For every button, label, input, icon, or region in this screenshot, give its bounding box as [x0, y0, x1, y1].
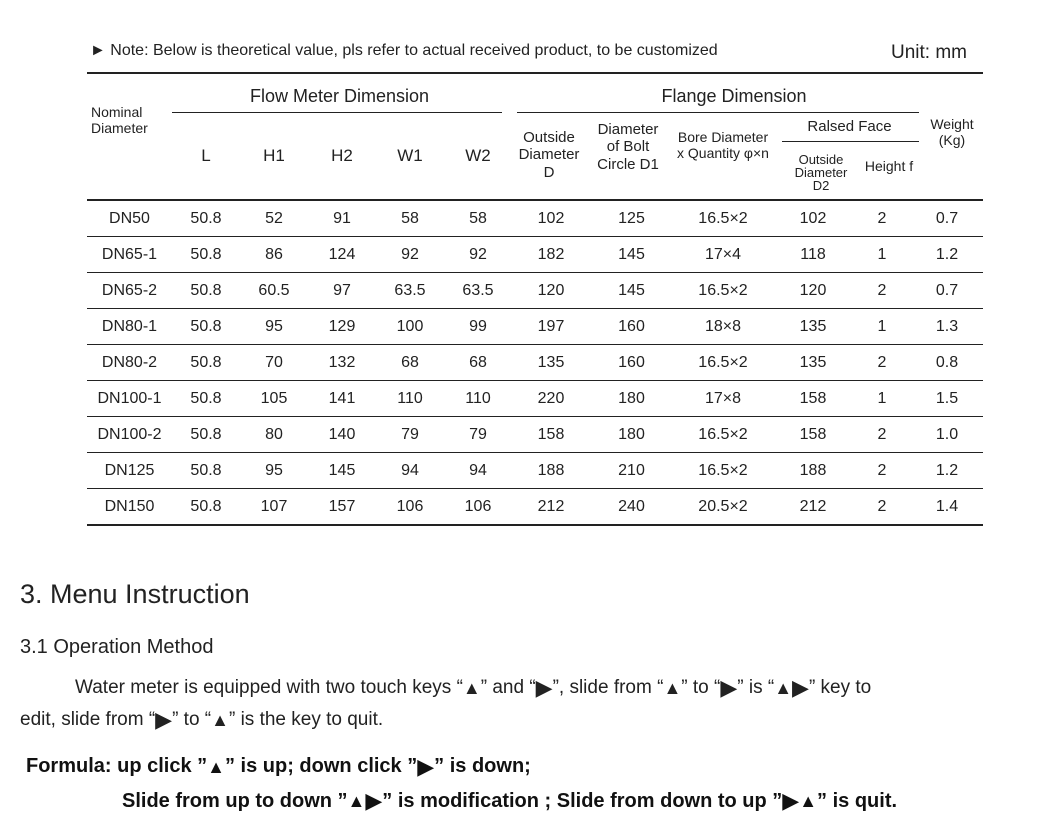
table-cell: 135 — [512, 345, 590, 381]
table-cell: 16.5×2 — [673, 345, 773, 381]
table-cell: 197 — [512, 309, 590, 345]
table-cell: 110 — [376, 381, 444, 417]
table-cell: 106 — [444, 489, 512, 526]
table-cell: 94 — [444, 453, 512, 489]
raised-face-underline — [782, 141, 919, 142]
table-cell: 50.8 — [172, 309, 240, 345]
table-row — [87, 309, 983, 345]
table-cell: 145 — [590, 273, 673, 309]
right-triangle-icon: ▶ — [417, 753, 435, 779]
para-text: ” to “ — [172, 709, 212, 731]
table-cell: DN100-1 — [87, 381, 172, 417]
table-cell: 118 — [773, 237, 853, 273]
table-row — [87, 201, 983, 237]
table-cell: 212 — [512, 489, 590, 526]
table-row — [87, 417, 983, 453]
table-cell: 1.0 — [911, 417, 983, 453]
table-cell: 70 — [240, 345, 308, 381]
formula-block — [26, 749, 897, 818]
header-H2: H2 — [331, 146, 353, 165]
table-cell: DN80-2 — [87, 345, 172, 381]
table-cell: 97 — [308, 273, 376, 309]
table-cell: 180 — [590, 381, 673, 417]
formula-text: Slide from up to down ” — [122, 789, 348, 812]
right-triangle-icon: ▶ — [720, 675, 738, 700]
table-cell: 1.5 — [911, 381, 983, 417]
table-cell: 52 — [240, 201, 308, 237]
header-W1: W1 — [397, 146, 423, 165]
table-cell: 91 — [308, 201, 376, 237]
table-cell: 80 — [240, 417, 308, 453]
table-cell: 50.8 — [172, 201, 240, 237]
para-text: Water meter is equipped with two touch keys “ — [75, 677, 463, 699]
table-cell: 124 — [308, 237, 376, 273]
para-text: ”, slide from “ — [552, 677, 664, 699]
table-row — [87, 381, 983, 417]
table-cell: DN125 — [87, 453, 172, 489]
note-text: ► Note: Below is theoretical value, pls refer to actual received product, to be customized — [90, 42, 718, 59]
dimension-table-body — [87, 201, 983, 526]
table-cell: DN65-1 — [87, 237, 172, 273]
table-cell: 220 — [512, 381, 590, 417]
flange-underline — [517, 112, 919, 113]
up-triangle-icon: ▲ — [347, 791, 366, 812]
formula-text: ” is quit. — [817, 789, 898, 812]
table-cell: 92 — [444, 237, 512, 273]
table-cell: 1.2 — [911, 453, 983, 489]
table-cell: 102 — [773, 201, 853, 237]
table-cell: 158 — [512, 417, 590, 453]
table-cell: 20.5×2 — [673, 489, 773, 526]
table-cell: 182 — [512, 237, 590, 273]
formula-text: ” is up; down click ” — [224, 755, 418, 777]
para-text: ” key to — [808, 677, 872, 699]
table-cell: 212 — [773, 489, 853, 526]
table-cell: 100 — [376, 309, 444, 345]
header-weight: Weight (Kg) — [930, 116, 974, 149]
table-cell: 1 — [853, 237, 911, 273]
table-cell: 16.5×2 — [673, 273, 773, 309]
table-cell: 135 — [773, 309, 853, 345]
table-cell: DN80-1 — [87, 309, 172, 345]
up-triangle-icon: ▲ — [774, 678, 793, 698]
para-text: ” and “ — [480, 677, 536, 699]
table-cell: 50.8 — [172, 417, 240, 453]
table-cell: 1.4 — [911, 489, 983, 526]
up-triangle-icon: ▲ — [211, 710, 229, 731]
table-cell: 140 — [308, 417, 376, 453]
table-cell: 188 — [773, 453, 853, 489]
table-row — [87, 345, 983, 381]
table-cell: 102 — [512, 201, 590, 237]
table-cell: 1 — [853, 381, 911, 417]
table-cell: 180 — [590, 417, 673, 453]
formula-text: ” is modification ; Slide from down to up ” — [382, 789, 783, 812]
table-cell: 68 — [376, 345, 444, 381]
table-row — [87, 237, 983, 273]
table-cell: 79 — [376, 417, 444, 453]
table-cell: DN65-2 — [87, 273, 172, 309]
table-cell: 95 — [240, 453, 308, 489]
dimension-table — [87, 72, 983, 526]
table-cell: 1 — [853, 309, 911, 345]
unit-label: Unit: mm — [891, 42, 967, 63]
header-flange-dimension: Flange Dimension — [661, 86, 807, 106]
table-cell: 68 — [444, 345, 512, 381]
up-triangle-icon: ▲ — [207, 756, 225, 777]
table-cell: 157 — [308, 489, 376, 526]
up-triangle-icon: ▲ — [462, 678, 481, 698]
right-triangle-icon: ▶ — [365, 788, 383, 814]
table-cell: 0.8 — [911, 345, 983, 381]
table-cell: 92 — [376, 237, 444, 273]
header-bolt-circle: Diameter of Bolt Circle D1 — [597, 121, 659, 173]
table-cell: 16.5×2 — [673, 417, 773, 453]
header-raised-face: Ralsed Face — [807, 118, 892, 135]
table-cell: 63.5 — [376, 273, 444, 309]
formula-text: ” is down; — [434, 755, 531, 777]
para-text: edit, slide from “ — [20, 709, 156, 731]
table-cell: 50.8 — [172, 237, 240, 273]
table-cell: 2 — [853, 453, 911, 489]
formula-text: Formula: up click ” — [26, 755, 208, 777]
header-flow-meter-dimension: Flow Meter Dimension — [249, 86, 430, 106]
table-cell: 50.8 — [172, 345, 240, 381]
right-triangle-icon: ▶ — [155, 707, 173, 733]
header-W2: W2 — [465, 146, 491, 165]
table-row — [87, 273, 983, 309]
table-cell: 95 — [240, 309, 308, 345]
header-nominal-diameter: Nominal Diameter — [91, 104, 148, 137]
table-cell: DN150 — [87, 489, 172, 526]
table-cell: 210 — [590, 453, 673, 489]
table-cell: 120 — [512, 273, 590, 309]
header-bore-quantity: Bore Diameter x Quantity φ×n — [677, 129, 769, 162]
table-cell: 2 — [853, 417, 911, 453]
para-text: ” to “ — [681, 677, 721, 699]
table-cell: DN50 — [87, 201, 172, 237]
table-cell: 2 — [853, 489, 911, 526]
header-height: Height f — [864, 158, 914, 174]
table-cell: 188 — [512, 453, 590, 489]
table-cell: 120 — [773, 273, 853, 309]
table-cell: 160 — [590, 345, 673, 381]
table-cell: 135 — [773, 345, 853, 381]
table-cell: 107 — [240, 489, 308, 526]
subsection-title: 3.1 Operation Method — [20, 636, 214, 658]
table-cell: 110 — [444, 381, 512, 417]
table-cell: 18×8 — [673, 309, 773, 345]
table-cell: 2 — [853, 201, 911, 237]
table-cell: 158 — [773, 381, 853, 417]
table-cell: 50.8 — [172, 489, 240, 526]
para-text: ” is the key to quit. — [228, 709, 384, 731]
table-cell: 125 — [590, 201, 673, 237]
table-cell: 240 — [590, 489, 673, 526]
header-rf-outside-diameter: Outside Diameter D2 — [794, 152, 848, 193]
table-cell: 141 — [308, 381, 376, 417]
table-cell: 17×4 — [673, 237, 773, 273]
right-triangle-icon: ▶ — [535, 675, 553, 700]
header-H1: H1 — [263, 146, 285, 165]
table-cell: 16.5×2 — [673, 201, 773, 237]
table-cell: 2 — [853, 345, 911, 381]
table-cell: 99 — [444, 309, 512, 345]
up-triangle-icon: ▲ — [663, 678, 682, 698]
table-cell: 129 — [308, 309, 376, 345]
table-cell: 105 — [240, 381, 308, 417]
table-cell: 86 — [240, 237, 308, 273]
right-triangle-icon: ▶ — [792, 675, 809, 700]
table-cell: 160 — [590, 309, 673, 345]
table-cell: 0.7 — [911, 201, 983, 237]
table-cell: 145 — [308, 453, 376, 489]
table-row — [87, 453, 983, 489]
table-cell: 132 — [308, 345, 376, 381]
instruction-paragraph — [20, 672, 1055, 736]
table-cell: 50.8 — [172, 273, 240, 309]
table-cell: 1.3 — [911, 309, 983, 345]
header-L: L — [201, 146, 211, 165]
table-cell: 16.5×2 — [673, 453, 773, 489]
table-cell: 58 — [444, 201, 512, 237]
table-cell: 60.5 — [240, 273, 308, 309]
table-cell: 0.7 — [911, 273, 983, 309]
table-row — [87, 489, 983, 526]
table-cell: 2 — [853, 273, 911, 309]
table-header — [87, 74, 983, 201]
table-cell: DN100-2 — [87, 417, 172, 453]
section-title: 3. Menu Instruction — [20, 579, 250, 609]
table-cell: 50.8 — [172, 381, 240, 417]
table-cell: 79 — [444, 417, 512, 453]
table-cell: 106 — [376, 489, 444, 526]
para-text: ” is “ — [737, 677, 775, 699]
table-cell: 94 — [376, 453, 444, 489]
table-cell: 158 — [773, 417, 853, 453]
up-triangle-icon: ▲ — [799, 791, 818, 812]
table-cell: 1.2 — [911, 237, 983, 273]
right-triangle-icon: ▶ — [782, 788, 800, 814]
table-cell: 145 — [590, 237, 673, 273]
table-cell: 50.8 — [172, 453, 240, 489]
table-cell: 17×8 — [673, 381, 773, 417]
header-outside-diameter: Outside Diameter D — [518, 129, 580, 181]
table-cell: 63.5 — [444, 273, 512, 309]
flow-meter-underline — [172, 112, 502, 113]
table-cell: 58 — [376, 201, 444, 237]
